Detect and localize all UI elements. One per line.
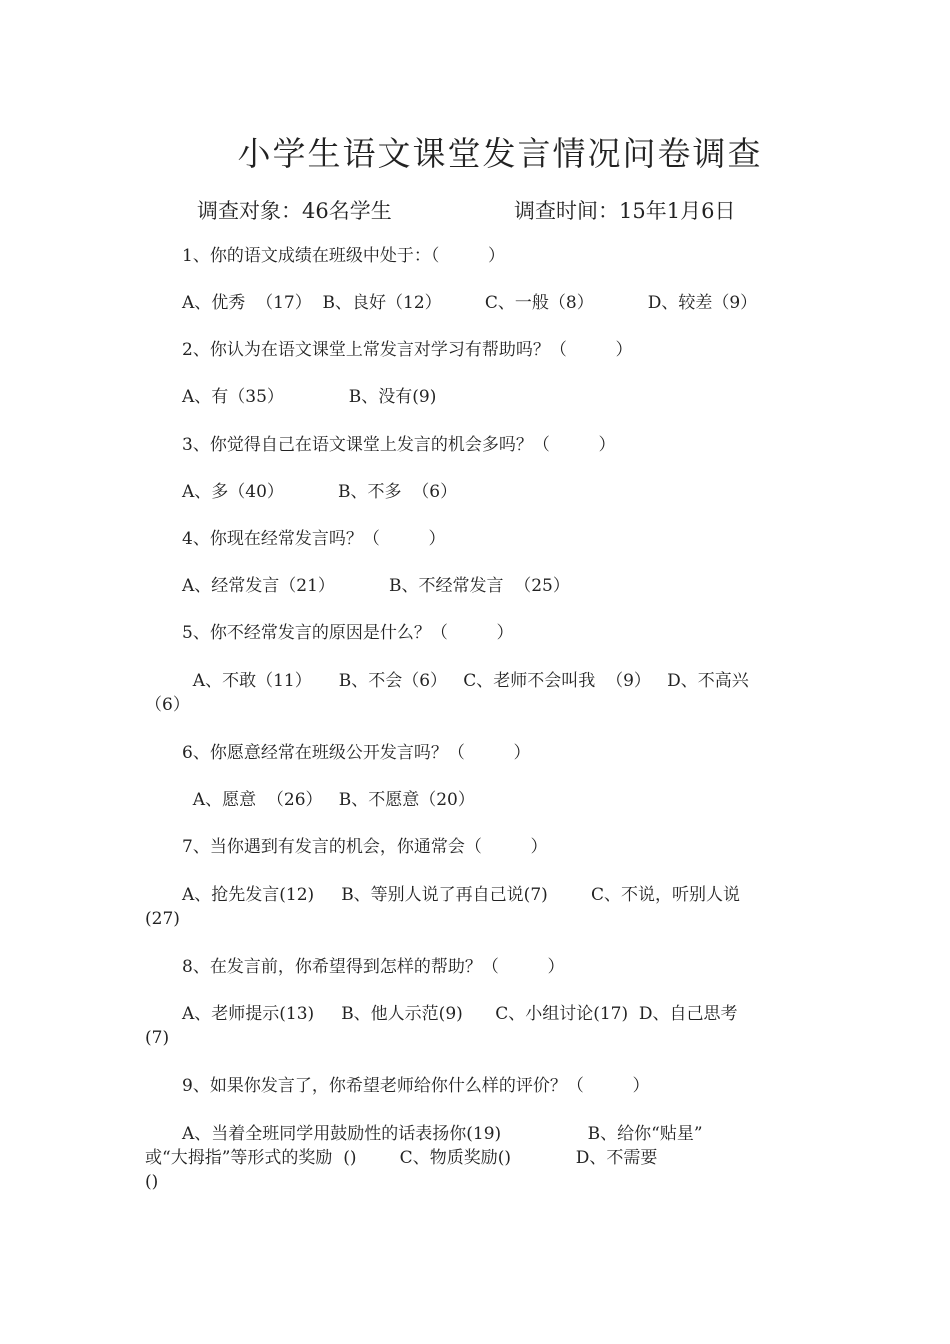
answer-9-continued-2: () [145, 1172, 159, 1192]
answer-9: A、当着全班同学用鼓励性的话表扬你(19) B、给你“贴星” [182, 1124, 703, 1144]
question-6: 6、你愿意经常在班级公开发言吗？（ ） [182, 743, 531, 763]
question-7: 7、当你遇到有发言的机会，你通常会（ ） [182, 837, 548, 857]
question-3: 3、你觉得自己在语文课堂上发言的机会多吗？（ ） [182, 435, 616, 455]
question-8: 8、在发言前，你希望得到怎样的帮助？（ ） [182, 957, 565, 977]
survey-subjects: 调查对象：46名学生 [197, 199, 392, 223]
answer-2: A、有（35） B、没有(9) [182, 387, 437, 407]
survey-date: 调查时间：15年1月6日 [514, 199, 736, 223]
answer-9-continued: 或“大拇指”等形式的奖励 () C、物质奖励() D、不需要 [145, 1148, 658, 1168]
question-5: 5、你不经常发言的原因是什么？（ ） [182, 623, 514, 643]
answer-7: A、抢先发言(12) B、等别人说了再自己说(7) C、不说，听别人说 [182, 885, 741, 905]
document-title: 小学生语文课堂发言情况问卷调查 [237, 134, 763, 173]
answer-7-continued: (27) [145, 909, 180, 929]
answer-3: A、多（40） B、不多 （6） [182, 482, 458, 502]
answer-4: A、经常发言（21） B、不经常发言 （25） [182, 576, 570, 596]
answer-8-continued: (7) [145, 1028, 170, 1048]
answer-8: A、老师提示(13) B、他人示范(9) C、小组讨论(17) D、自己思考 [182, 1004, 738, 1024]
answer-6: A、愿意 （26） B、不愿意（20） [182, 790, 475, 810]
question-9: 9、如果你发言了，你希望老师给你什么样的评价？（ ） [182, 1076, 650, 1096]
answer-5-continued: （6） [145, 695, 190, 715]
answer-5: A、不敢（11） B、不会（6） C、老师不会叫我 （9） D、不高兴 [182, 671, 749, 691]
question-1: 1、你的语文成绩在班级中处于：（ ） [182, 246, 505, 266]
question-4: 4、你现在经常发言吗？（ ） [182, 529, 446, 549]
answer-1: A、优秀 （17） B、良好（12） C、一般（8） D、较差（9） [182, 293, 758, 313]
question-2: 2、你认为在语文课堂上常发言对学习有帮助吗？（ ） [182, 340, 633, 360]
